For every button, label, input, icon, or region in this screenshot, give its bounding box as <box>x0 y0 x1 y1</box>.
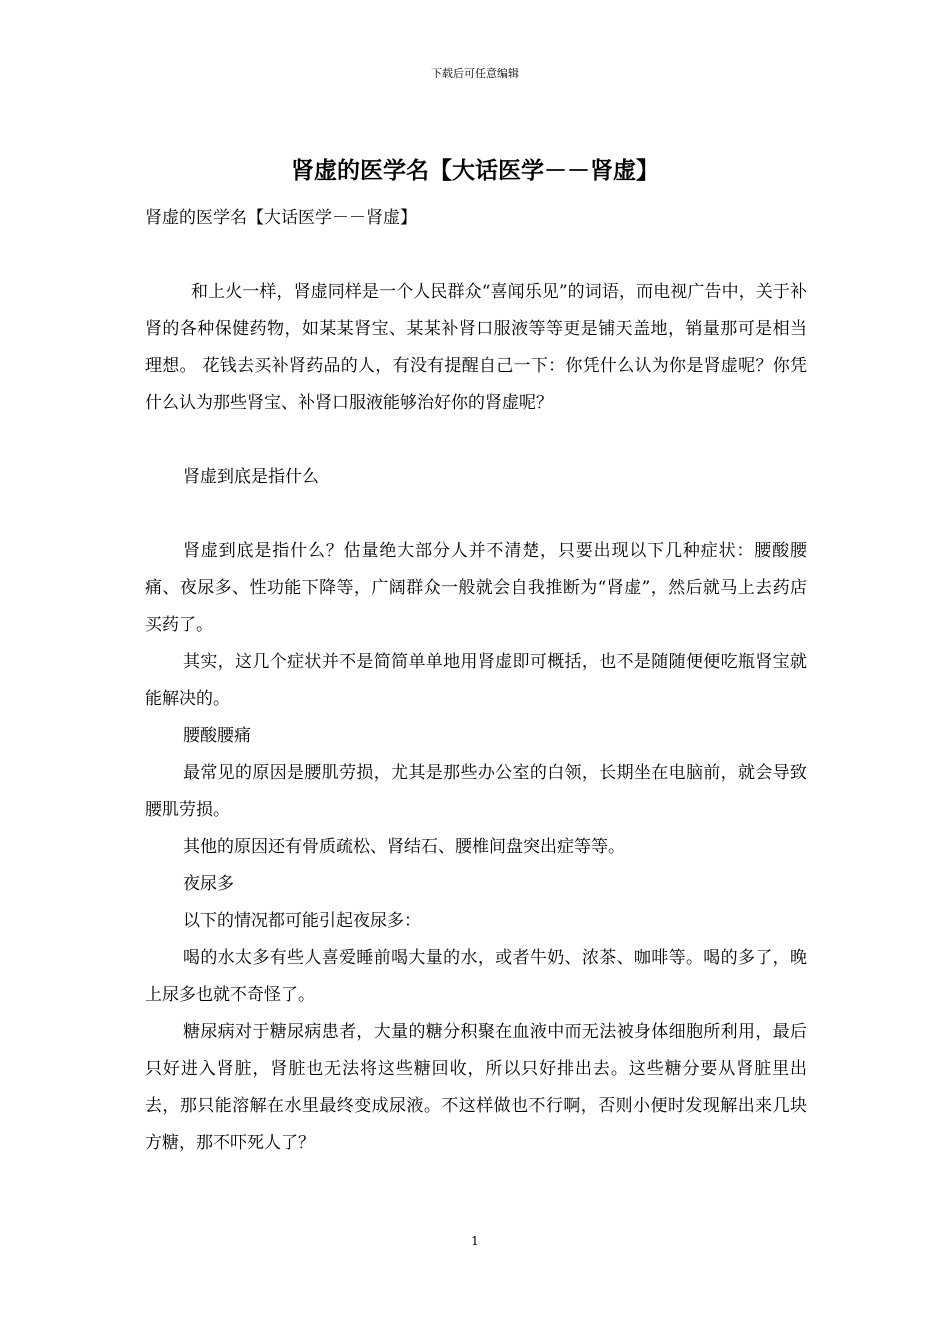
body-paragraph: 喝的水太多有些人喜爱睡前喝大量的水，或者牛奶、浓茶、咖啡等。喝的多了，晚上尿多也就不奇怪了。 <box>145 948 807 1005</box>
body-paragraph: 其实，这几个症状并不是简简单单地用肾虚即可概括，也不是随随便便吃瓶肾宝就能解决的。 <box>145 652 807 709</box>
spacer <box>145 496 807 533</box>
document-subtitle: 肾虚的医学名【大话医学－－肾虚】 <box>145 208 417 228</box>
subheading-back-pain: 腰酸腰痛 <box>183 726 251 746</box>
document-title: 肾虚的医学名【大话医学－－肾虚】 <box>291 157 659 184</box>
document-body <box>145 200 807 1162</box>
section-heading: 肾虚到底是指什么 <box>183 467 319 487</box>
page-number: 1 <box>471 1234 479 1248</box>
intro-paragraph: 和上火一样，肾虚同样是一个人民群众“喜闻乐见”的词语，而电视广告中，关于补肾的各种保健药物，如某某肾宝、某某补肾口服液等等更是铺天盖地，销量那可是相当理想。 花钱去买补肾药品的人，有没有提醒自己一下：你凭什么认为你是肾虚呢？你凭什么认为那些肾宝、补肾口服液能够治好你的肾虚呢？ <box>145 282 807 413</box>
body-paragraph: 其他的原因还有骨质疏松、肾结石、腰椎间盘突出症等等。 <box>183 837 625 857</box>
page-header-note: 下载后可任意编辑 <box>431 67 519 80</box>
body-paragraph: 肾虚到底是指什么？估量绝大部分人并不清楚，只要出现以下几种症状：腰酸腰痛、夜尿多、性功能下降等，广阔群众一般就会自我推断为“肾虚”，然后就马上去药店买药了。 <box>145 541 807 635</box>
body-paragraph: 糖尿病对于糖尿病患者，大量的糖分积聚在血液中而无法被身体细胞所利用，最后只好进入肾脏，肾脏也无法将这些糖回收，所以只好排出去。这些糖分要从肾脏里出去，那只能溶解在水里最终变成尿液。不这样做也不行啊，否则小便时发现解出来几块方糖，那不吓死人了？ <box>145 1022 807 1153</box>
subheading-nocturia: 夜尿多 <box>183 874 234 894</box>
spacer <box>145 237 807 274</box>
spacer <box>145 422 807 459</box>
body-paragraph: 最常见的原因是腰肌劳损，尤其是那些办公室的白领，长期坐在电脑前，就会导致腰肌劳损。 <box>145 763 807 820</box>
body-paragraph: 以下的情况都可能引起夜尿多： <box>183 911 421 931</box>
